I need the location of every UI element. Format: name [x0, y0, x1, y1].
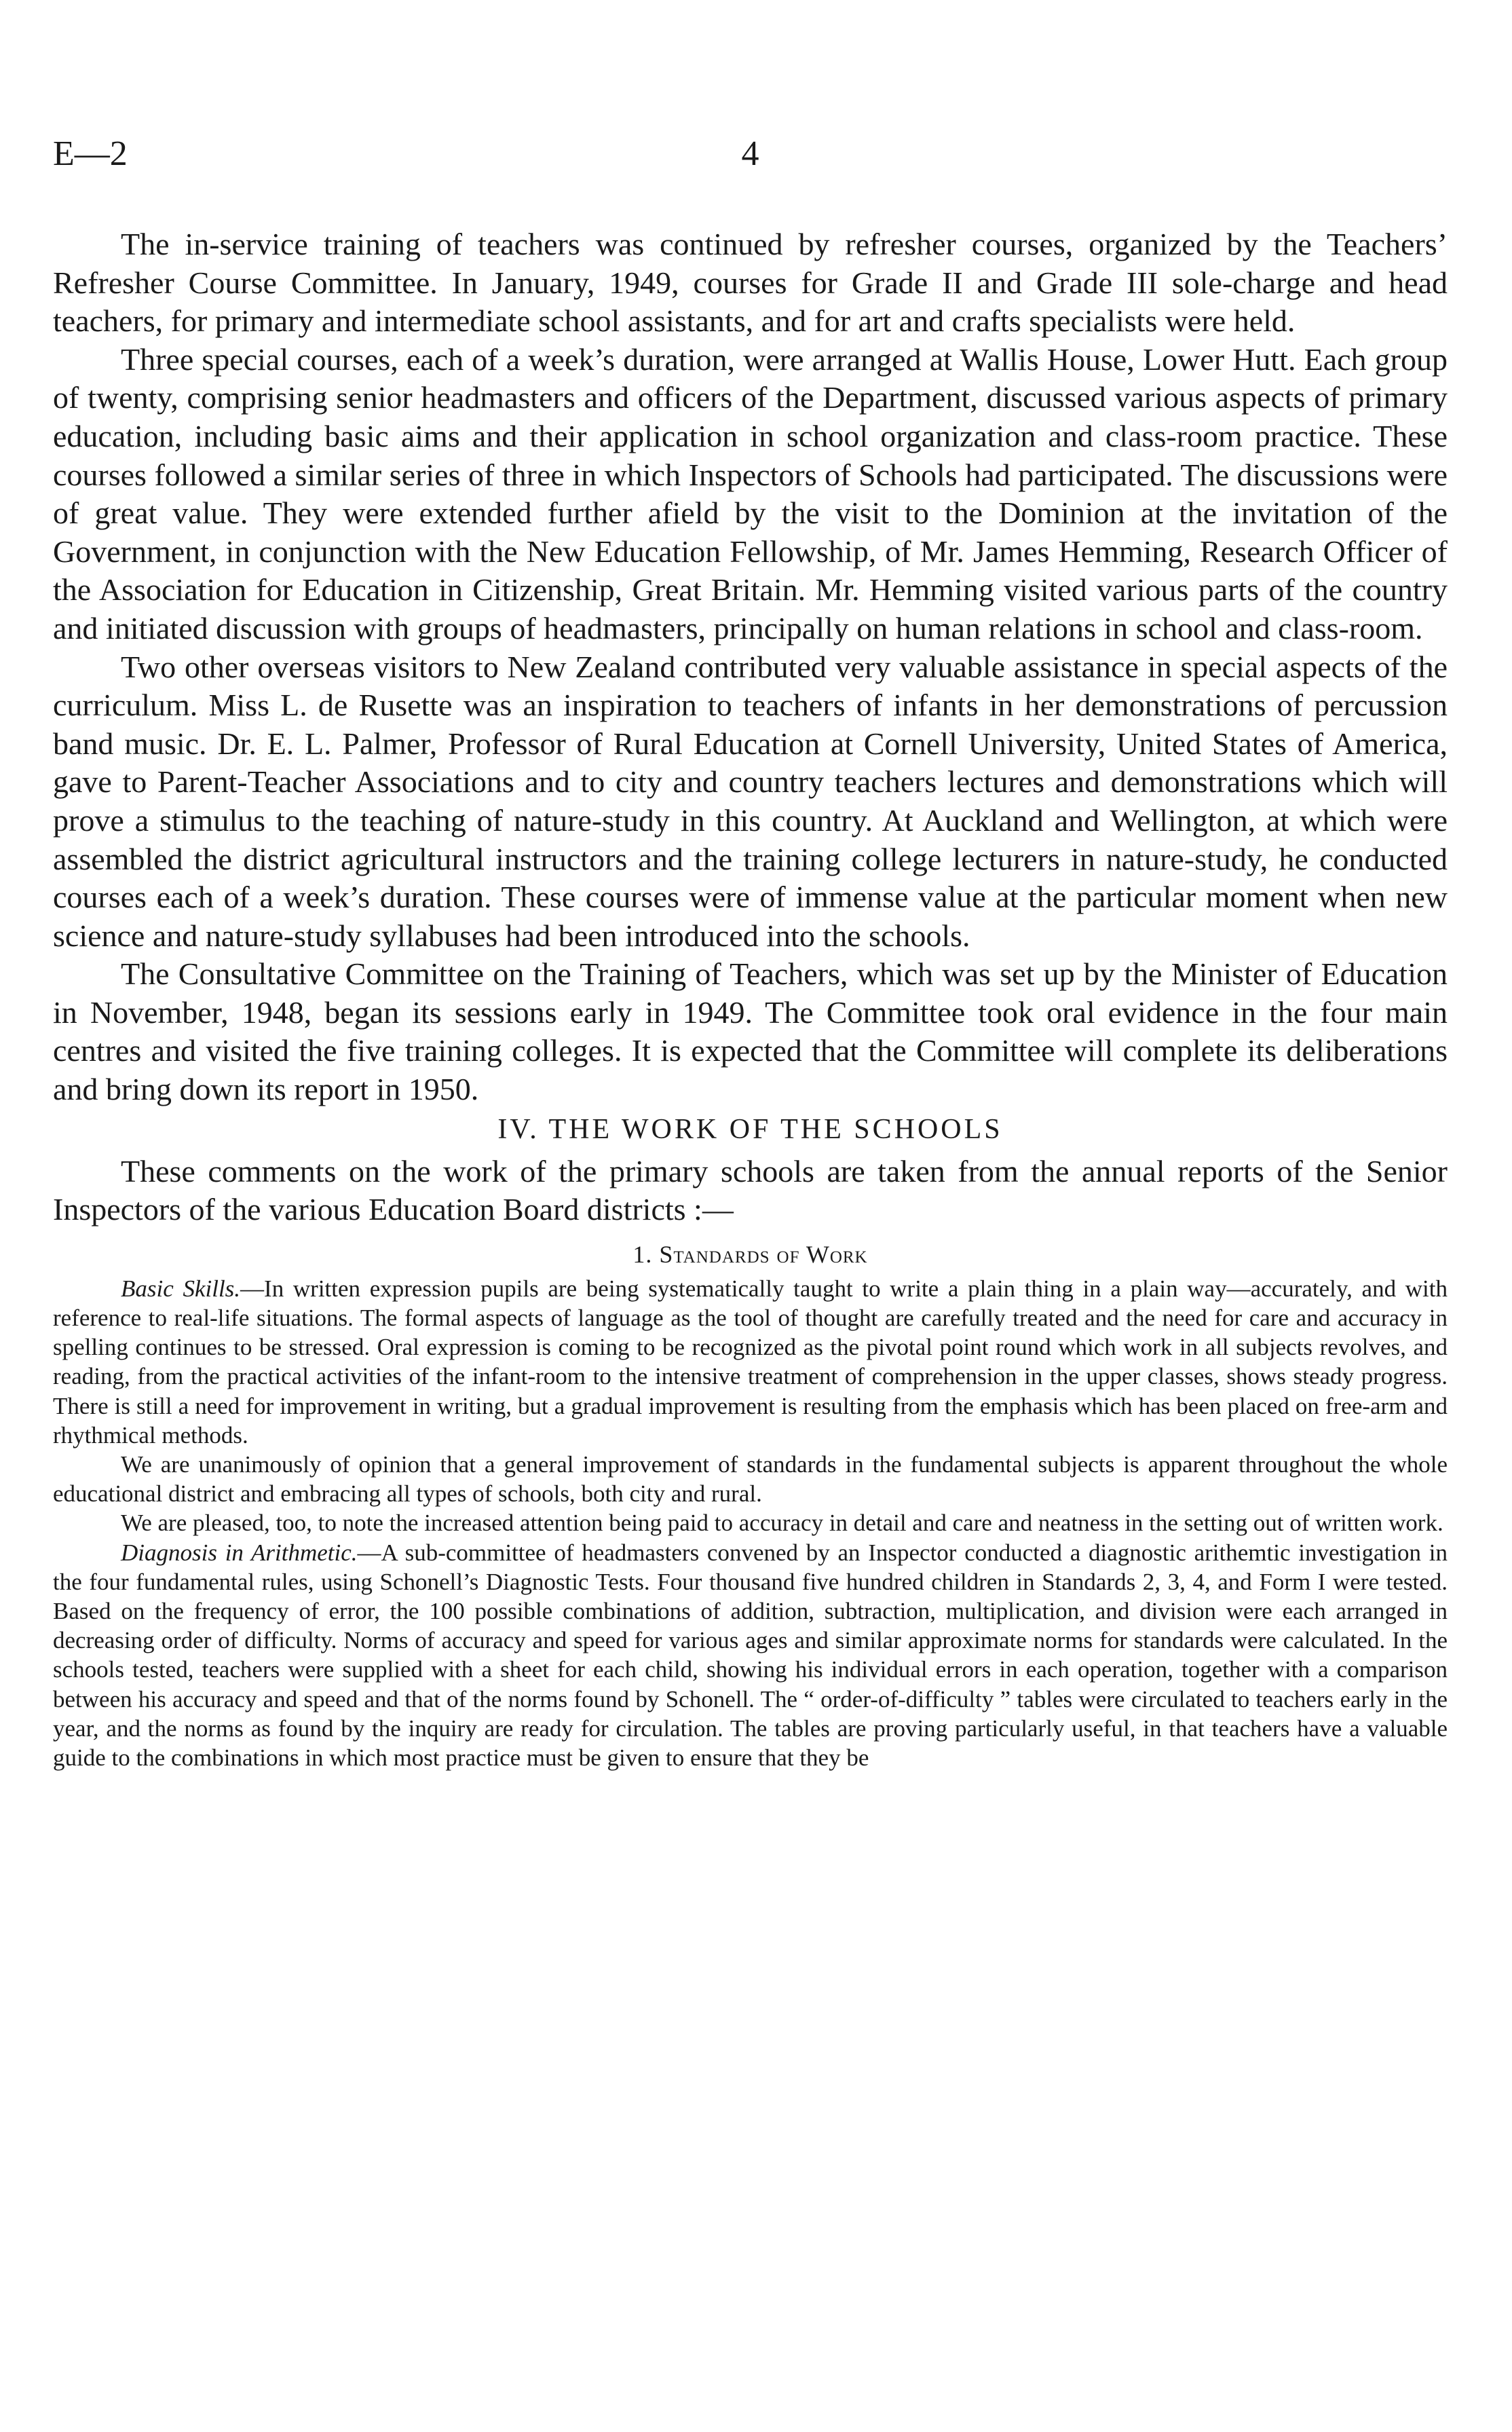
paragraph-diagnosis-arithmetic [53, 1538, 1448, 1773]
diagnosis-lead: Diagnosis in Arithmetic. [121, 1539, 358, 1566]
body-text [53, 225, 1448, 1772]
paragraph-section-intro: These comments on the work of the primary schools are taken from the annual reports of the Senior Inspectors of the various Education Board districts :— [53, 1153, 1448, 1227]
paragraph-special-courses: Three special courses, each of a week’s duration, were arranged at Wallis House, Lower Hutt. Each group of twenty, comprising senior headmasters and officers of the Department, discussed various aspects of primary education, including basic aims and their application in school organization and class-room practice. These courses followed a similar series of three in which Inspectors of Schools had participated. The discussions were of great value. They were extended further afield by the visit to the Dominion at the invitation of the Government, in conjunction with the New Education Fellowship, of Mr. James Hemming, Research Officer of the Association for Education in Citizenship, Great Britain. Mr. Hemming visited various parts of the country and initiated discussion with groups of headmasters, principally on human relations in school and class-room. [53, 341, 1448, 646]
diagnosis-text: —A sub-committee of headmasters convened by an Inspector conducted a diagnostic arithemtic investigation in the four fundamental rules, using Schonell’s Diagnostic Tests. Four thousand five hundred children in Standards 2, 3, 4, and Form I were tested. Based on the frequency of error, the 100 possible combinations of addition, subtraction, multiplication, and division were each arranged in decreasing order of difficulty. Norms of accuracy and speed for various ages and similar approximate norms for standards were calculated. In the schools tested, teachers were supplied with a sheet for each child, showing his individual errors in each operation, together with a comparison between his accuracy and speed and that of the norms found by Schonell. The “ order-of-difficulty ” tables were circulated to teachers early in the year, and the norms as found by the inquiry are ready for circulation. The tables are proving particularly useful, in that teachers have a valuable guide to the combinations in which most practice must be given to ensure that they be [53, 1539, 1448, 1772]
running-head [53, 130, 1448, 178]
subsection-heading: 1. Standards of Work [632, 1240, 868, 1268]
page-reference: E—2 [53, 134, 128, 173]
page-number: 4 [741, 134, 759, 173]
paragraph-refresher-courses: The in-service training of teachers was continued by refresher courses, organized by the Teachers’ Refresher Course Committee. In January, 1949, courses for Grade II and Grade III sole-charge and head teachers, for primary and intermediate school assistants, and for art and crafts specialists were held. [53, 227, 1448, 339]
paragraph-general-improvement: We are unanimously of opinion that a general improvement of standards in the fundamental subjects is apparent throughout the whole educational district and embracing all types of schools, both city and rural. [53, 1451, 1448, 1508]
section-heading: IV. THE WORK OF THE SCHOOLS [497, 1113, 1003, 1145]
paragraph-accuracy-detail: We are pleased, too, to note the increased attention being paid to accuracy in detail and care and neatness in the setting out of written work. [121, 1510, 1443, 1537]
basic-skills-text: —In written expression pupils are being systematically taught to write a plain thing in a plain way—accurately, and with reference to real-life situations. The formal aspects of language as the tool of thought are carefully treated and the need for care and accuracy in spelling continues to be stressed. Oral expression is coming to be recognized as the pivotal point round which work in all subjects revolves, and reading, from the practical activities of the infant-room to the intensive treatment of comprehension in the upper classes, shows steady progress. There is still a need for improvement in writing, but a gradual improvement is resulting from the emphasis which has been placed on free-arm and rhythmical methods. [53, 1275, 1448, 1448]
intro-section [53, 225, 1448, 1109]
section-intro [53, 1153, 1448, 1229]
standards-of-work [53, 1274, 1448, 1772]
paragraph-consultative-committee: The Consultative Committee on the Training of Teachers, which was set up by the Minister of Education in November, 1948, began its sessions early in 1949. The Committee took oral evidence in the four main centres and visited the five training colleges. It is expected that the Committee will complete its deliberations and bring down its report in 1950. [53, 956, 1448, 1107]
paragraph-basic-skills [53, 1274, 1448, 1450]
basic-skills-lead: Basic Skills. [121, 1275, 241, 1302]
paragraph-overseas-visitors: Two other overseas visitors to New Zealand contributed very valuable assistance in special aspects of the curriculum. Miss L. de Rusette was an inspiration to teachers of infants in her demonstrations of percussion band music. Dr. E. L. Palmer, Professor of Rural Education at Cornell University, United States of America, gave to Parent-Teacher Associations and to city and country teachers lectures and demonstrations which will prove a stimulus to the teaching of nature-study in this country. At Auckland and Wellington, at which were assembled the district agricultural instructors and the training college lecturers in nature-study, he conducted courses each of a week’s duration. These courses were of immense value at the particular moment when new science and nature-study syllabuses had been introduced into the schools. [53, 649, 1448, 953]
